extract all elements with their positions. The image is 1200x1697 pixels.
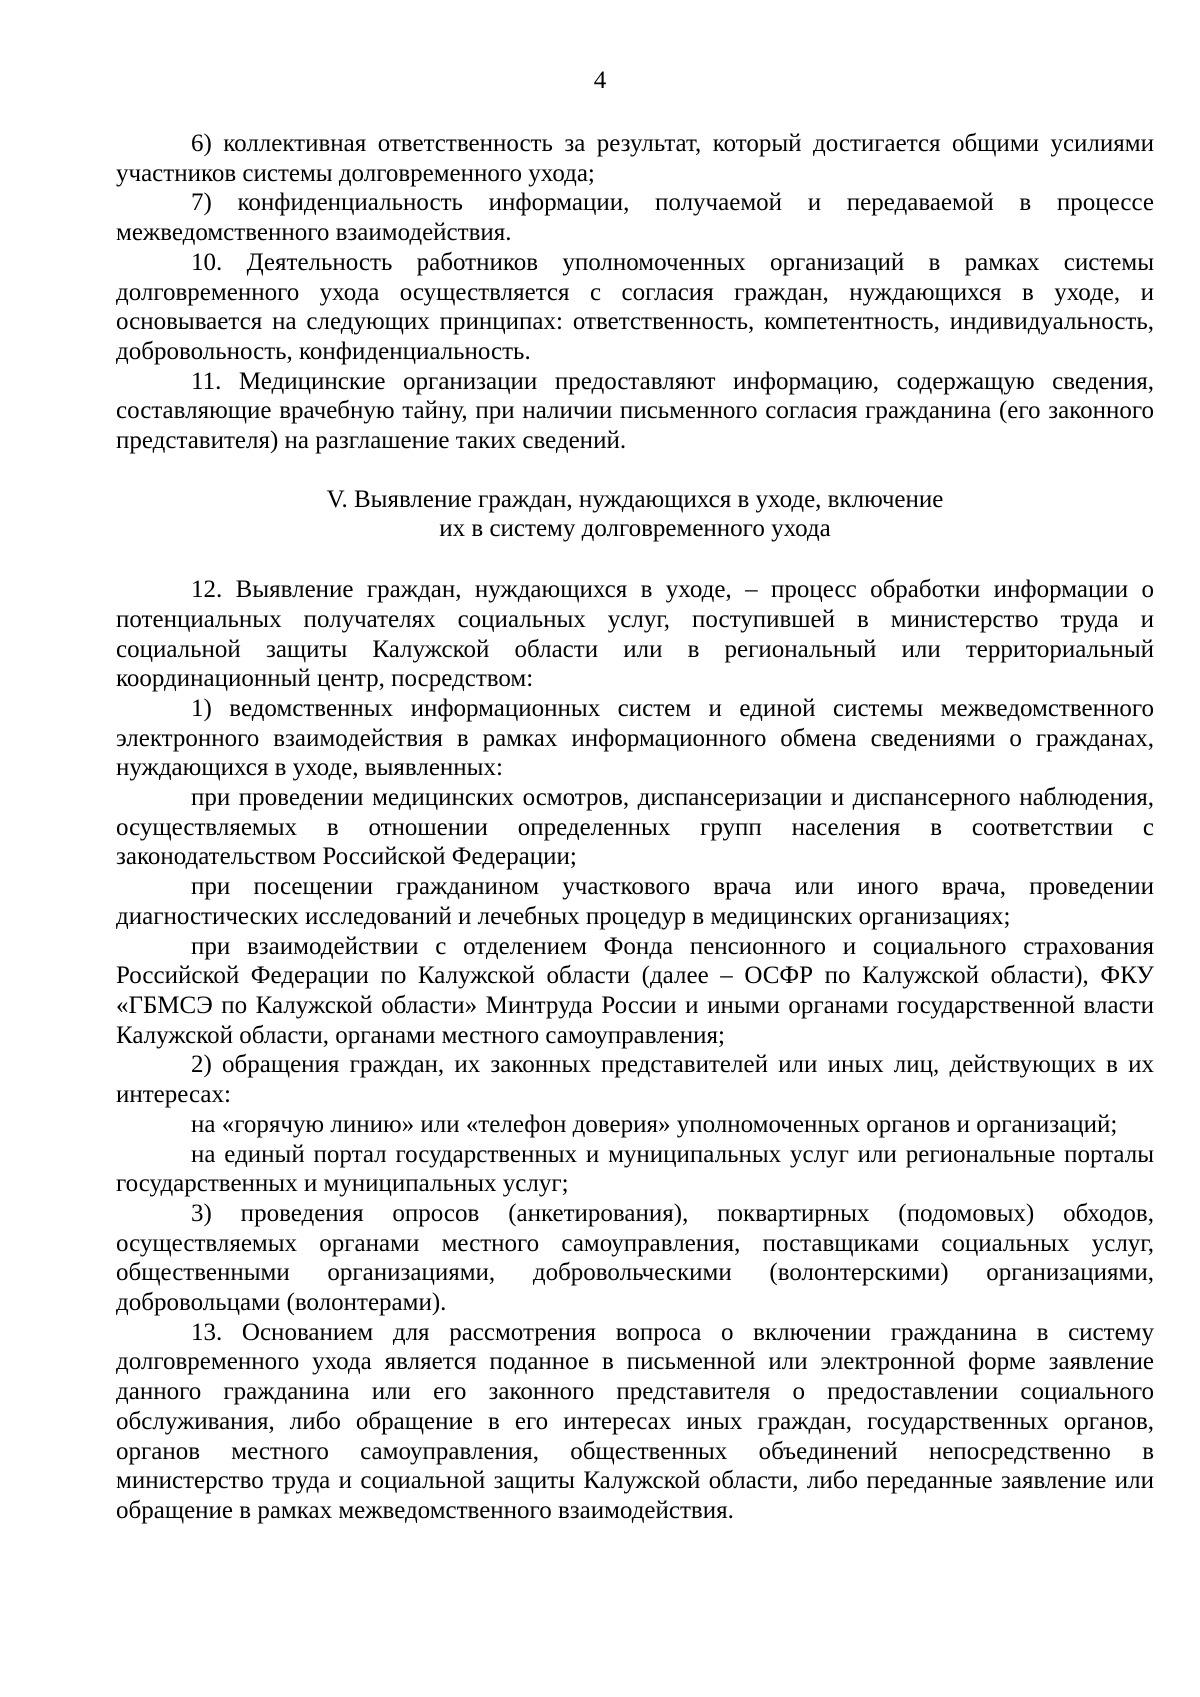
paragraph-subitem-1: 1) ведомственных информационных систем и единой системы межведомственного электронного взаимодействия в рамках информационного обмена сведениями о гражданах, нуждающихся в уходе, выявленных: [116,694,1154,782]
paragraph-subitem-2-portal: на единый портал государственных и муниципальных услуг или региональные порталы государственных и муниципальных услуг; [116,1140,1154,1198]
section-heading-line-1: V. Выявление граждан, нуждающихся в уходе, включение [326,485,944,513]
paragraph-subitem-1-doctor-visits: при посещении гражданином участкового врача или иного врача, проведении диагностических исследований и лечебных процедур в медицинских организациях; [116,873,1154,930]
section-heading-line-2: их в систему долговременного ухода [439,515,831,543]
paragraph-item-6: 6) коллективная ответственность за результат, который достигается общими усилиями участников системы долговременного ухода; [116,130,1154,187]
document-body [116,129,1154,1526]
paragraph-subitem-2: 2) обращения граждан, их законных представителей или иных лиц, действующих в их интересах: [116,1051,1154,1109]
paragraph-item-7: 7) конфиденциальность информации, получаемой и передаваемой в процессе межведомственного взаимодействия. [116,189,1154,247]
page-number: 4 [593,67,607,94]
paragraph-subitem-1-agency-interaction: при взаимодействии с отделением Фонда пенсионного и социального страхования Российской Федерации по Калужской области (далее – ОСФР по Калужской области), ФКУ «ГБМСЭ по Калужской области» Минтруда России и иными органами государственной власти Калужской области, органами местного самоуправления; [116,932,1154,1049]
paragraph-clause-11: 11. Медицинские организации предоставляют информацию, содержащую сведения, составляющие врачебную тайну, при наличии письменного согласия гражданина (его законного представителя) на разглашение таких сведений. [116,367,1154,455]
paragraph-clause-12: 12. Выявление граждан, нуждающихся в уходе, – процесс обработки информации о потенциальных получателях социальных услуг, поступившей в министерство труда и социальной защиты Калужской области или в региональный или территориальный координационный центр, посредством: [116,576,1154,693]
paragraph-clause-10: 10. Деятельность работников уполномоченных организаций в рамках системы долговременного ухода осуществляется с согласия граждан, нуждающихся в уходе, и основывается на следующих принципах: ответственность, компетентность, индивидуальность, добровольность, конфиденциальность. [116,248,1154,365]
section-heading [116,485,1154,544]
paragraph-subitem-1-medical-exams: при проведении медицинских осмотров, диспансеризации и диспансерного наблюдения, осуществляемых в отношении определенных групп населения в соответствии с законодательством Российской Федерации; [116,784,1154,871]
paragraph-subitem-2-hotline: на «горячую линию» или «телефон доверия» уполномоченных органов и организаций; [191,1110,1118,1138]
paragraph-subitem-3: 3) проведения опросов (анкетирования), поквартирных (подомовых) обходов, осуществляемых органами местного самоуправления, поставщиками социальных услуг, общественными организациями, добровольческими (волонтерскими) организациями, добровольцами (волонтерами). [116,1199,1154,1317]
paragraph-clause-13: 13. Основанием для рассмотрения вопроса о включении гражданина в систему долговременного ухода является поданное в письменной или электронной форме заявление данного гражданина или его законного представителя о предоставлении социального обслуживания, либо обращение в его интересах иных граждан, государственных органов, органов местного самоуправления, общественных объединений непосредственно в министерство труда и социальной защиты Калужской области, либо переданные заявление или обращение в рамках межведомственного взаимодействия. [116,1318,1154,1524]
